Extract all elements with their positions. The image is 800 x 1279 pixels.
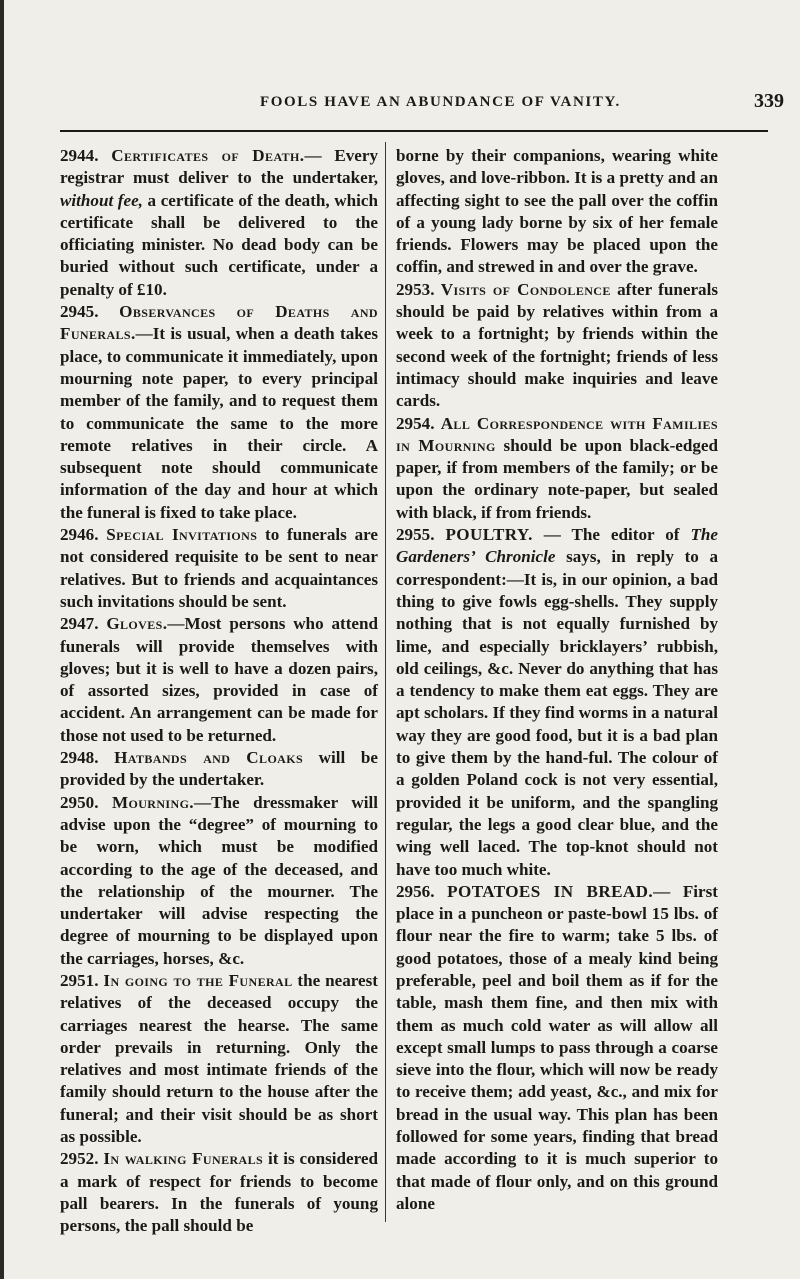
paragraph-italic: without fee, <box>60 190 143 210</box>
paragraph-number: 2954. <box>396 413 435 433</box>
paragraph <box>396 145 718 279</box>
paragraph <box>60 145 378 301</box>
paragraph-heading: Observances of Deaths and Funerals. <box>60 302 378 344</box>
paragraph-text: to funerals are not considered requisite to be sent to near relatives. But to friends and acquaintances such invitations should be sent. <box>60 525 378 611</box>
paragraph-text: borne by their companions, wearing white gloves, and love-ribbon. It is a pretty and an affecting sight to see the pall over the coffin of a young lady borne by six of her female friends. Flowers may be placed upon the coffin, and strewed in and over the grave. <box>396 146 718 277</box>
paragraph-lead: — Every registrar must deliver to the undertaker, <box>60 146 378 188</box>
paragraph-text: says, in reply to a correspondent:—It is, in our opinion, a bad thing to give fowls egg-shells. They supply nothing that is not equally furnished by lime, and especially bricklayers’ rubbish, old ceilings, &c. Never do anything that has a tendency to make them eat eggs. They are apt scholars. If they find worms in a natural way they are good food, but it is a bad plan to give them by the hand-ful. The colour of a golden Poland cock is not very essential, provided it be uniform, and the spangling regular, the legs a good clear blue, and the wing well laced. The top-knot should not have too much white. <box>396 547 719 879</box>
column-divider <box>385 142 386 1222</box>
right-column <box>396 145 718 1215</box>
paragraph-number: 2955. <box>396 525 435 545</box>
paragraph-lead: — <box>653 881 683 901</box>
paragraph-heading: Mourning. <box>111 792 194 812</box>
paragraph-heading: Certificates of Death. <box>111 146 305 165</box>
left-column <box>60 145 378 1238</box>
paragraph-number: 2948. <box>60 748 99 768</box>
paragraph <box>60 613 378 747</box>
paragraph <box>60 1148 378 1237</box>
paragraph <box>60 792 378 970</box>
paragraph <box>396 413 718 524</box>
paragraph-text: —It is usual, when a death takes place, to communicate it immediately, upon mourning note paper, to every principal member of the family, and to request them to communicate the same to the more remote relatives in their circle. A subsequent note should communicate information of the day and hour at which the funeral is fixed to take place. <box>60 324 378 522</box>
paragraph-number: 2953. <box>396 279 435 299</box>
paragraph-italic: The Gardeners’ Chronicle <box>396 525 718 567</box>
paragraph-text: First place in a puncheon or paste-bowl 15 lbs. of flour near the fire to warm; take 5 lbs. of good potatoes, those of a mealy kind being preferable, peel and boil them as if for the table, mash them fine, and then mix with them as much cold water as will allow all except small lumps to pass through a coarse sieve into the flour, which will now be ready to receive them; add yeast, &c., and mix for bread in the usual way. This plan has been followed for some years, finding that bread made according to it is much superior to that made of flour only, and on this ground alone <box>396 881 718 1213</box>
paragraph <box>60 301 378 524</box>
paragraph-number: 2946. <box>60 525 99 545</box>
paragraph-number: 2956. <box>396 881 435 901</box>
paragraph-text: —The dressmaker will advise upon the “degree” of mourning to be worn, which must be modified according to the age of the deceased, and the relationship of the mourner. The undertaker will advise respecting the degree of mourning to be displayed upon the carriages, horses, &c. <box>60 792 378 968</box>
running-title: FOOLS HAVE AN ABUNDANCE OF VANITY. <box>260 94 621 110</box>
paragraph-heading: In going to the Funeral <box>103 970 293 990</box>
page-header <box>60 90 784 120</box>
paragraph <box>60 970 378 1148</box>
paragraph-number: 2947. <box>60 614 99 634</box>
paragraph-text: a certificate of the death, which certificate shall be delivered to the officiating minister. No dead body can be buried without such certificate, under a penalty of £10. <box>60 190 378 299</box>
paragraph-heading: Special Invitations <box>106 525 258 545</box>
paragraph <box>60 747 378 792</box>
paragraph-text: will be provided by the undertaker. <box>60 748 378 790</box>
paragraph-text: —Most persons who attend funerals will provide themselves with gloves; but it is well to have a dozen pairs, of assorted sizes, provided in case of accident. An arrangement can be made for those not used to be returned. <box>60 614 378 745</box>
header-rule <box>60 130 768 132</box>
paragraph <box>396 524 718 881</box>
paragraph-text: should be upon black-edged paper, if from members of the family; or be upon the ordinary note-paper, but sealed with black, if from friends. <box>396 435 719 522</box>
paragraph <box>396 279 718 413</box>
paragraph-number: 2945. <box>60 302 99 322</box>
paragraph-heading: Gloves. <box>106 614 168 634</box>
paragraph-number: 2951. <box>60 970 99 990</box>
paragraph <box>396 881 718 1215</box>
paragraph-heading: All Correspondence with Families in Mourning <box>396 413 718 455</box>
paragraph-number: 2944. <box>60 146 99 165</box>
page-number: 339 <box>754 90 784 112</box>
paragraph-lead: — The editor of <box>532 525 691 545</box>
paragraph <box>60 524 378 613</box>
paragraph-text: after funerals should be paid by relatives within from a week to a fortnight; by friends within the second week of the fortnight; friends of less intimacy should make inquiries and leave cards. <box>396 279 719 411</box>
paragraph-heading: Hatbands and Cloaks <box>114 748 304 768</box>
paragraph-heading: POULTRY. <box>445 525 533 545</box>
paragraph-heading: In walking Funerals <box>103 1149 264 1169</box>
paragraph-number: 2952. <box>60 1149 99 1169</box>
paragraph-text: the nearest relatives of the deceased occupy the carriages nearest the hearse. The same order prevails in returning. Only the relatives and most intimate friends of the family should return to the house after the funeral; and their visit should be as short as possible. <box>60 970 378 1147</box>
paragraph-heading: POTATOES IN BREAD. <box>447 881 654 901</box>
paragraph-number: 2950. <box>60 792 99 812</box>
paragraph-heading: Visits of Condolence <box>440 279 611 299</box>
page-edge-shadow <box>0 0 4 1279</box>
paragraph-text: it is considered a mark of respect for friends to become pall bearers. In the funerals of young persons, the pall should be <box>60 1149 378 1236</box>
